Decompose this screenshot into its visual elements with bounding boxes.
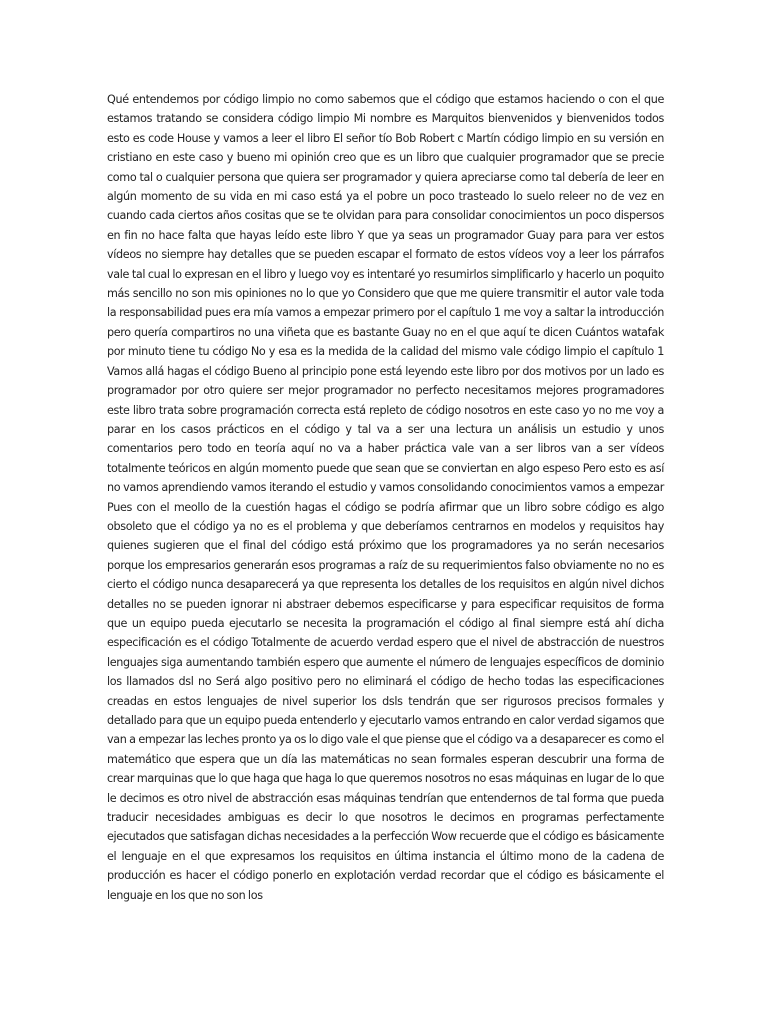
body-paragraph: Qué entendemos por código limpio no como sabemos que el código que estamos haciendo o con el que estamos tratando se considera código limpio Mi nombre es Marquitos bienvenidos y bienvenidos todos esto es code House y vamos a leer el libro El señor tío Bob Robert c Martín código limpio en su versión en cristiano en este caso y bueno mi opinión creo que es un libro que cualquier programador que se precie como tal o cualquier persona que quiera ser programador y quiera apreciarse como tal debería de leer en algún momento de su vida en mi caso está ya el pobre un poco trasteado lo suelo releer no de vez en cuando cada ciertos años cositas que se te olvidan para para consolidar conocimientos un poco dispersos en fin no hace falta que hayas leído este libro Y que ya seas un programador Guay para para ver estos vídeos no siempre hay detalles que se pueden escapar el formato de estos vídeos voy a leer los párrafos vale tal cual lo expresan en el libro y luego voy es intentaré yo resumirlos simplificarlo y hacerlo un poquito más sencillo no son mis opiniones no lo que yo Considero que que me quiere transmitir el autor vale toda la responsabilidad pues era mía vamos a empezar primero por el capítulo 1 me voy a saltar la introducción pero quería compartiros no una viñeta que es bastante Guay no en el que aquí te dicen Cuántos watafak por minuto tiene tu código No y esa es la medida de la calidad del mismo vale código limpio el capítulo 1 Vamos allá hagas el código Bueno al principio pone está leyendo este libro por dos motivos por un lado es programador por otro quiere ser mejor programador no perfecto necesitamos mejores programadores este libro trata sobre programación correcta está repleto de código nosotros en este caso yo no me voy a parar en los casos prácticos en el código y tal va a ser una lectura un análisis un estudio y unos comentarios pero todo en teoría aquí no va a haber práctica vale van a ser libros van a ser vídeos totalmente teóricos en algún momento puede que sean que se conviertan en algo espeso Pero esto es así no vamos aprendiendo vamos iterando el estudio y vamos consolidando conocimientos vamos a empezar Pues con el meollo de la cuestión hagas el código se podría afirmar que un libro sobre código es algo obsoleto que el código ya no es el problema y que deberíamos centrarnos en modelos y requisitos hay quienes sugieren que el final del código está próximo que los programadores ya no serán necesarios porque los empresarios generarán esos programas a raíz de su requerimientos falso obviamente no no es cierto el código nunca desaparecerá ya que representa los detalles de los requisitos en algún nivel dichos detalles no se pueden ignorar ni abstraer debemos especificarse y para especificar requisitos de forma que un equipo pueda ejecutarlo se necesita la programación el código al final siempre está ahí dicha especificación es el código Totalmente de acuerdo verdad espero que el nivel de abstracción de nuestros lenguajes siga aumentando también espero que aumente el número de lenguajes específicos de dominio los llamados dsl no Será algo positivo pero no eliminará el código de hecho todas las especificaciones creadas en estos lenguajes de nivel superior los dsls tendrán que ser rigurosos precisos formales y detallado para que un equipo pueda entenderlo y ejecutarlo vamos entrando en calor verdad sigamos que van a empezar las leches pronto ya os lo digo vale el que piense que el código va a desaparecer es como el matemático que espera que un día las matemáticas no sean formales esperan descubrir una forma de crear marquinas que lo que haga que haga lo que queremos nosotros no esas máquinas en lugar de lo que le decimos es otro nivel de abstracción esas máquinas tendrían que entendernos de tal forma que pueda traducir necesidades ambiguas es decir lo que nosotros le decimos en programas perfectamente ejecutados que satisfagan dichas necesidades a la perfección Wow recuerde que el código es básicamente el lenguaje en el que expresamos los requisitos en última instancia el último mono de la cadena de producción es hacer el código ponerlo en explotación verdad recordar que el código es básicamente el lenguaje en los que no son los: [107, 93, 664, 902]
